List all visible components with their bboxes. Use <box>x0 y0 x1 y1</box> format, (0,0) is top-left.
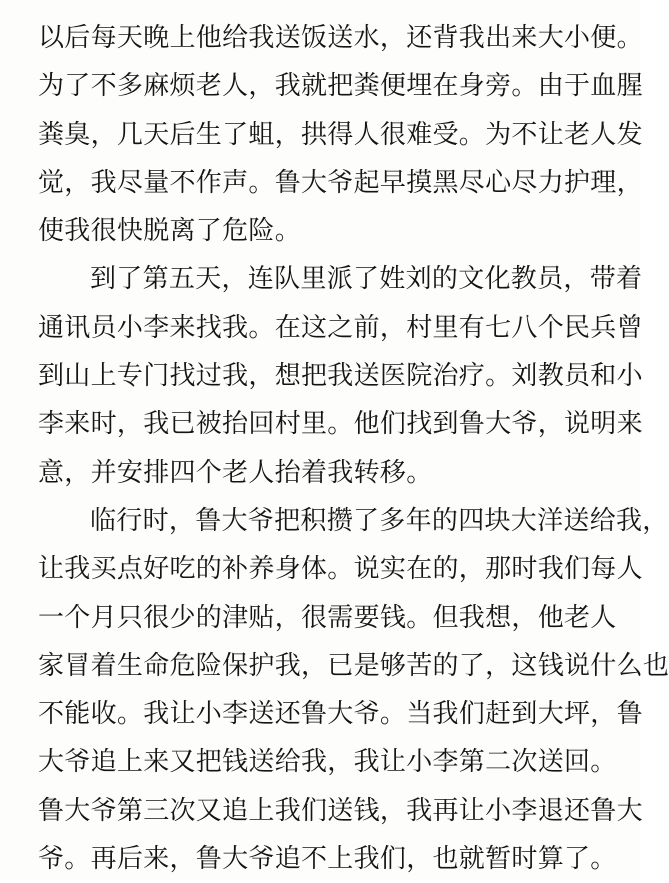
text-line: 觉，我尽量不作声。鲁大爷起早摸黑尽心尽力护理， <box>38 167 643 198</box>
text-line: 粪臭，几天后生了蛆，拱得人很难受。为不让老人发 <box>38 119 643 150</box>
text-line: 鲁大爷第三次又追上我们送钱，我再让小李退还鲁大 <box>38 795 643 826</box>
text-line: 临行时，鲁大爷把积攒了多年的四块大洋送给我， <box>90 505 669 536</box>
text-line: 使我很快脱离了危险。 <box>38 216 302 247</box>
text-line: 爷。再后来，鲁大爷追不上我们，也就暂时算了。 <box>38 844 617 875</box>
paragraph-2 <box>38 255 643 496</box>
text-line: 不能收。我让小李送还鲁大爷。当我们赶到大坪，鲁 <box>38 699 643 730</box>
paragraph-1 <box>38 14 643 255</box>
text-line: 大爷追上来又把钱送给我，我让小李第二次送回。 <box>38 747 617 778</box>
text-line: 以后每天晚上他给我送饭送水，还背我出来大小便。 <box>38 23 643 53</box>
text-line: 让我买点好吃的补养身体。说实在的，那时我们每人 <box>38 554 643 585</box>
body-text <box>38 14 669 883</box>
text-line: 李来时，我已被抬回村里。他们找到鲁大爷，说明来 <box>38 409 643 440</box>
text-line: 到了第五天，连队里派了姓刘的文化教员，带着 <box>90 264 643 295</box>
paragraph-3 <box>38 497 669 883</box>
text-line: 通讯员小李来找我。在这之前，村里有七八个民兵曾 <box>38 312 643 343</box>
text-line: 为了不多麻烦老人，我就把粪便埋在身旁。由于血腥 <box>38 71 643 102</box>
text-line: 到山上专门找过我，想把我送医院治疗。刘教员和小 <box>38 361 643 392</box>
text-line: 意，并安排四个老人抬着我转移。 <box>38 457 433 488</box>
text-line: 一个月只很少的津贴，很需要钱。但我想，他老人 <box>38 602 617 633</box>
text-line: 家冒着生命危险保护我，已是够苦的了，这钱说什么也 <box>38 650 669 681</box>
